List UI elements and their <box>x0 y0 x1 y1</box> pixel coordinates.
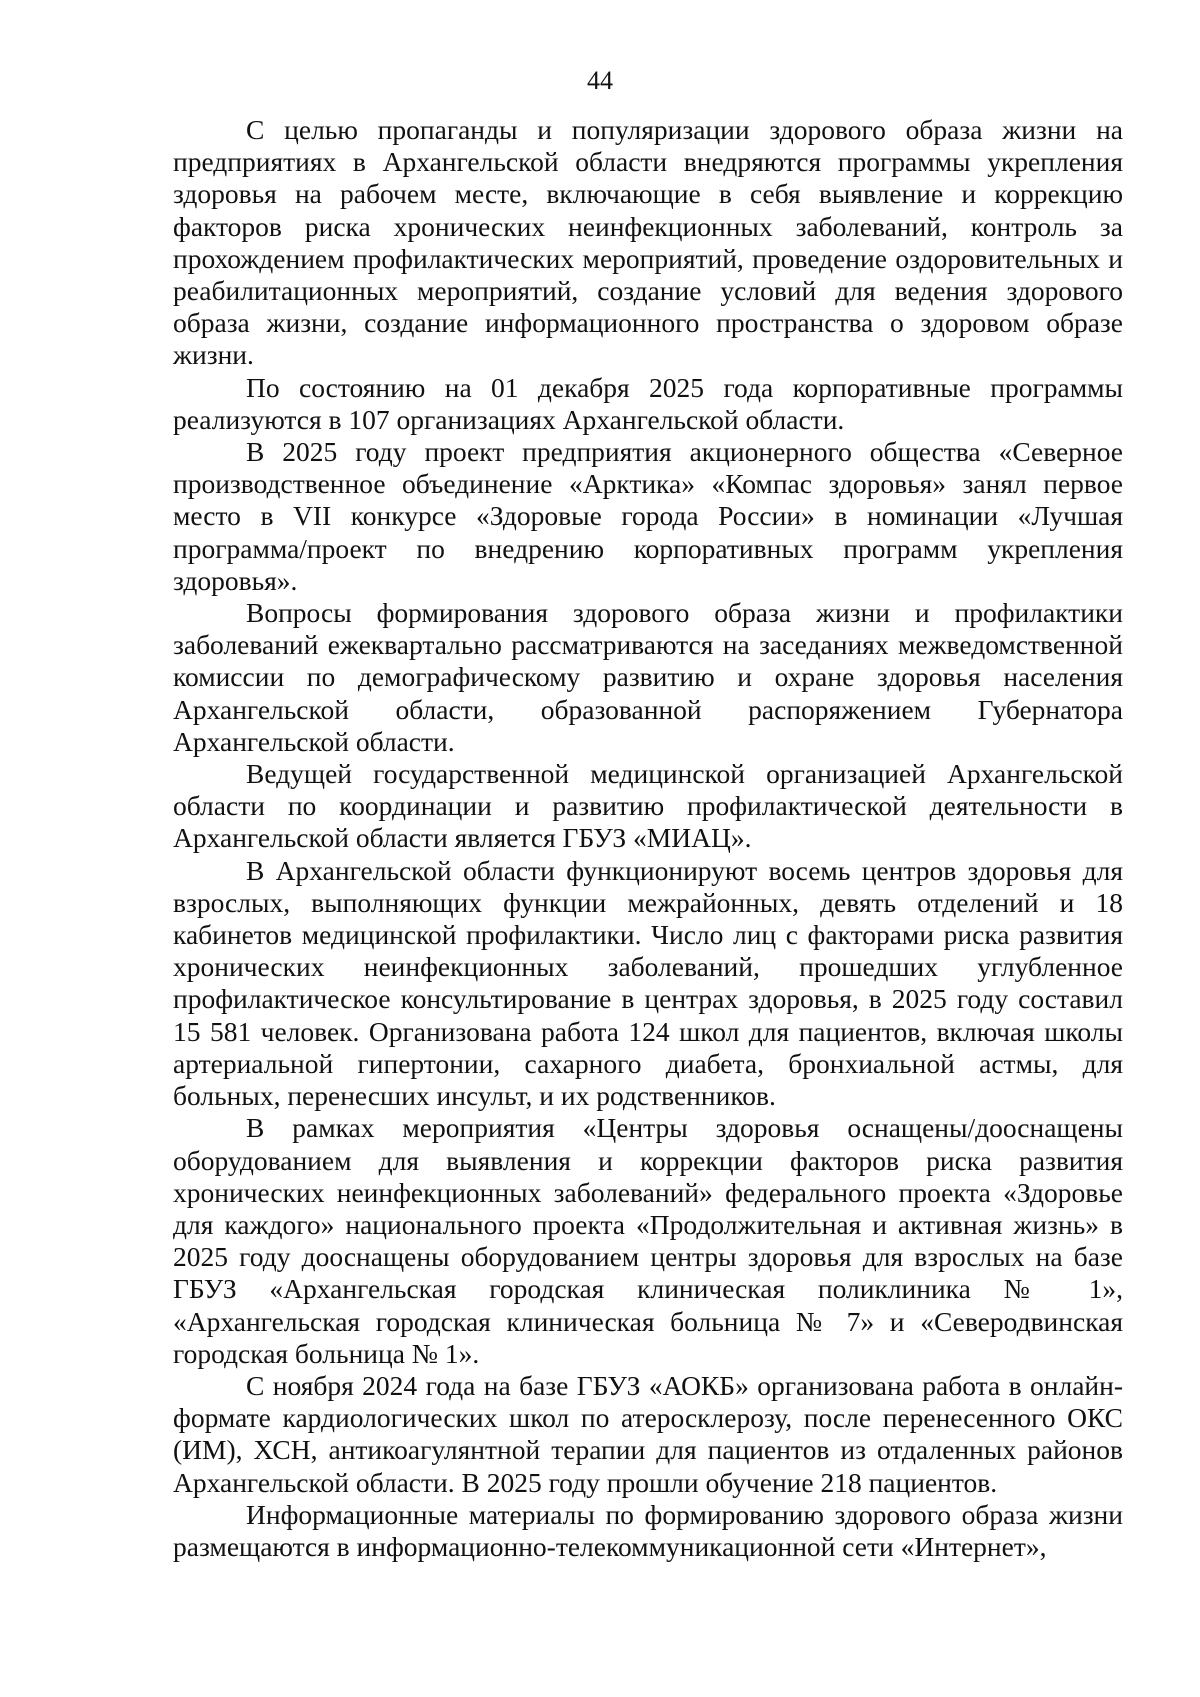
paragraph-equipment: В рамках мероприятия «Центры здоровья оснащены/дооснащены оборудованием для выявления и коррекции факторов риска развития хронических неинфекционных заболеваний» федерального проекта «Здоровье для каждого» национального проекта «Продолжительная и активная жизнь» в 2025 году дооснащены оборудованием центры здоровья для взрослых на базе ГБУЗ «Архангельская городская клиническая поликлиника № 1», «Архангельская городская клиническая больница № 7» и «Северодвинская городская больница № 1». <box>173 1112 1123 1369</box>
document-body <box>173 114 1123 1563</box>
paragraph-health-centers: В Архангельской области функционируют восемь центров здоровья для взрослых, выполняющих функции межрайонных, девять отделений и 18 кабинетов медицинской профилактики. Число лиц с факторами риска развития хронических неинфекционных заболеваний, прошедших углубленное профилактическое консультирование в центрах здоровья, в 2025 году составил 15 581 человек. Организована работа 124 школ для пациентов, включая школы артериальной гипертонии, сахарного диабета, бронхиальной астмы, для больных, перенесших инсульт, и их родственников. <box>173 854 1123 1112</box>
paragraph-online-schools: С ноября 2024 года на базе ГБУЗ «АОКБ» организована работа в онлайн-формате кардиологических школ по атеросклерозу, после перенесенного ОКС (ИМ), ХСН, антикоагулянтной терапии для пациентов из отдаленных районов Архангельской области. В 2025 году прошли обучение 218 пациентов. <box>173 1369 1123 1498</box>
paragraph-lead-organization: Ведущей государственной медицинской организацией Архангельской области по координации и развитию профилактической деятельности в Архангельской области является ГБУЗ «МИАЦ». <box>173 758 1123 854</box>
paragraph-competition: В 2025 году проект предприятия акционерного общества «Северное производственное объединение «Арктика» «Компас здоровья» занял первое место в VII конкурсе «Здоровые города России» в номинации «Лучшая программа/проект по внедрению корпоративных программ укрепления здоровья». <box>173 436 1123 596</box>
paragraph-commission: Вопросы формирования здорового образа жизни и профилактики заболеваний ежеквартально рассматриваются на заседаниях межведомственной комиссии по демографическому развитию и охране здоровья населения Архангельской области, образованной распоряжением Губернатора Архангельской области. <box>173 597 1123 757</box>
paragraph-corporate-programs: По состоянию на 01 декабря 2025 года корпоративные программы реализуются в 107 организациях Архангельской области. <box>173 371 1123 435</box>
page-number: 44 <box>587 66 613 95</box>
paragraph-health-programs: С целью пропаганды и популяризации здорового образа жизни на предприятиях в Архангельской области внедряются программы укрепления здоровья на рабочем месте, включающие в себя выявление и коррекцию факторов риска хронических неинфекционных заболеваний, контроль за прохождением профилактических мероприятий, проведение оздоровительных и реабилитационных мероприятий, создание условий для ведения здорового образа жизни, создание информационного пространства о здоровом образе жизни. <box>173 114 1123 371</box>
paragraph-information-materials: Информационные материалы по формированию здорового образа жизни размещаются в информационно-телекоммуникационной сети «Интернет», <box>173 1498 1123 1562</box>
